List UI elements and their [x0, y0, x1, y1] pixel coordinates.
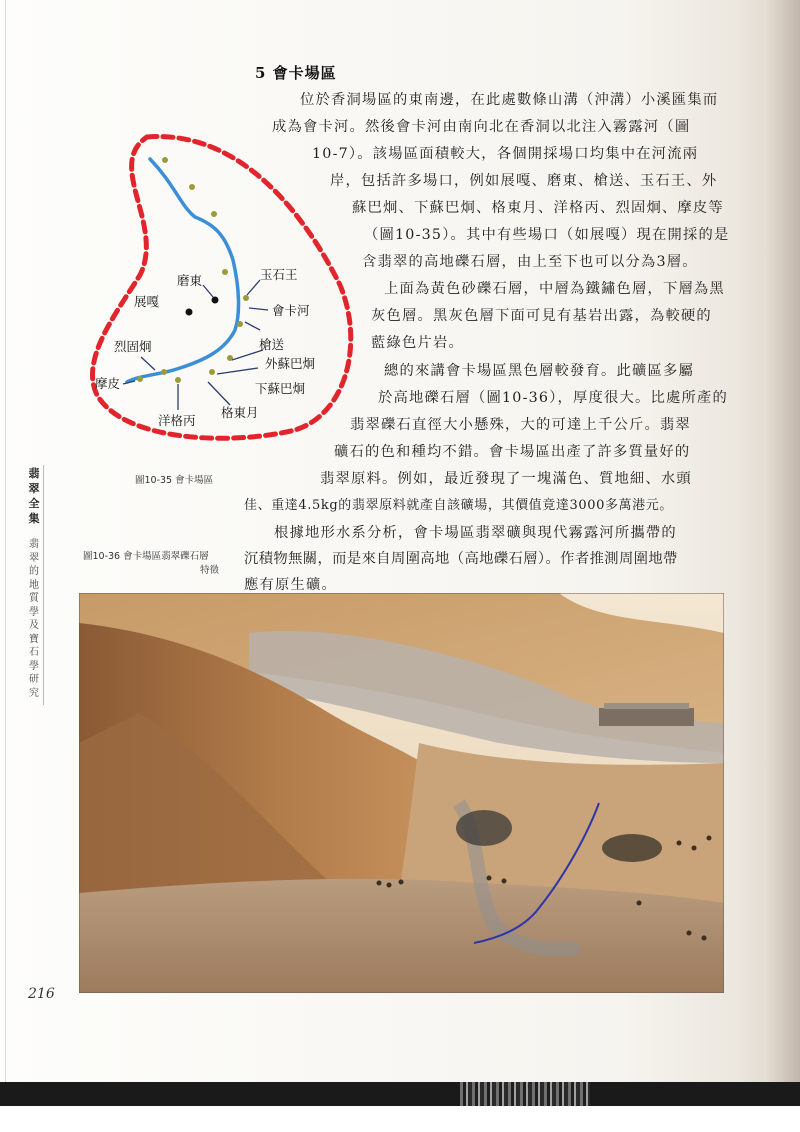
p3-line-3: 應有原生礦。 — [244, 577, 337, 593]
p1-line-5: 蘇巴炯、下蘇巴炯、格東月、洋格丙、烈固炯、摩皮等 — [352, 200, 724, 216]
p1-line-6: （圖10-35）。其中有些場口（如展嘎）現在開採的是 — [364, 227, 730, 243]
label-waisubajiong: 外蘇巴炯 — [265, 356, 316, 371]
label-xiasubajiong: 下蘇巴炯 — [255, 381, 306, 396]
p2-line-1: 總的來講會卡場區黑色層較發育。此礦區多屬 — [384, 363, 694, 379]
p1-line-4: 岸，包括許多場口，例如展嘎、磨東、槍送、玉石王、外 — [330, 173, 718, 189]
site-markers — [137, 157, 249, 383]
p2-line-5: 翡翠原料。例如，最近發現了一塊滿色、質地細、水頭 — [320, 471, 692, 487]
p1-line-8: 上面為黃色砂礫石層，中層為鐵鏽色層，下層為黑 — [384, 281, 725, 297]
sidebar-series-title: 翡翠全集 — [28, 467, 40, 525]
p1-line-7: 含翡翠的高地礫石層，由上至下也可以分為3層。 — [362, 254, 698, 270]
label-mopi: 摩皮 — [95, 376, 121, 391]
sidebar-subtitle: 翡翠的地質學及寶石學研究 — [29, 539, 39, 699]
p2-line-6: 佳、重達4.5kg的翡翠原料就產自該礦場，其價值竟達3000多萬港元。 — [244, 498, 673, 513]
p2-line-3: 翡翠礫石直徑大小懸殊，大的可達上千公斤。翡翠 — [350, 417, 691, 433]
page-fold-shadow — [765, 0, 800, 1132]
p2-line-4: 礦石的色和種均不錯。會卡場區出產了許多質量好的 — [334, 444, 691, 460]
section-title: 會卡場區 — [272, 64, 337, 82]
caption-fig-10-35: 圖10-35 會卡場區 — [135, 475, 214, 486]
p1-line-1: 位於香洞場區的東南邊，在此處數條山溝（沖溝）小溪匯集而 — [300, 92, 719, 108]
p1-line-3: 10-7）。該場區面積較大，各個開採場口均集中在河流兩 — [312, 146, 699, 162]
p3-line-1: 根據地形水系分析，會卡場區翡翠礦與現代霧露河所攜帶的 — [274, 525, 677, 541]
section-number: 5 — [255, 64, 267, 82]
mining-area-map — [85, 125, 365, 455]
label-yushiwang: 玉石王 — [260, 267, 298, 282]
label-modong: 磨東 — [177, 273, 203, 288]
scan-bottom-margin — [0, 1106, 800, 1132]
label-zhanga: 展嘎 — [134, 294, 160, 309]
page-number: 216 — [28, 986, 55, 1002]
label-liegujiong: 烈固炯 — [114, 339, 152, 354]
map-boundary — [93, 137, 351, 439]
scan-artifact-stripes — [460, 1082, 590, 1106]
scan-bottom-bar — [0, 1082, 800, 1106]
p1-line-9: 灰色層。黑灰色層下面可見有基岩出露，為較硬的 — [371, 308, 712, 324]
p1-line-2: 成為會卡河。然後會卡河由南向北在香洞以北注入霧露河（圖 — [272, 119, 691, 135]
zhanga-marker — [186, 309, 193, 316]
modong-marker — [212, 297, 219, 304]
label-yanggebing: 洋格丙 — [158, 413, 196, 428]
caption-fig-10-36-line1: 圖10-36 會卡場區翡翠礫石層 — [83, 551, 209, 562]
caption-fig-10-36-line2: 特徵 — [200, 565, 220, 576]
label-huikahe: 會卡河 — [272, 303, 310, 318]
p2-line-2: 於高地礫石層（圖10-36），厚度很大。比處所產的 — [378, 390, 729, 406]
sidebar-rule — [43, 465, 44, 705]
label-gedongyue: 格東月 — [221, 405, 259, 420]
p1-line-10: 藍綠色片岩。 — [371, 335, 464, 351]
mine-photo — [79, 593, 724, 993]
p3-line-2: 沉積物無關，而是來自周圍高地（高地礫石層）。作者推測周圍地帶 — [244, 551, 678, 567]
section-heading — [255, 62, 337, 83]
label-qiangsong: 槍送 — [259, 337, 285, 352]
spine-line — [5, 0, 6, 1132]
